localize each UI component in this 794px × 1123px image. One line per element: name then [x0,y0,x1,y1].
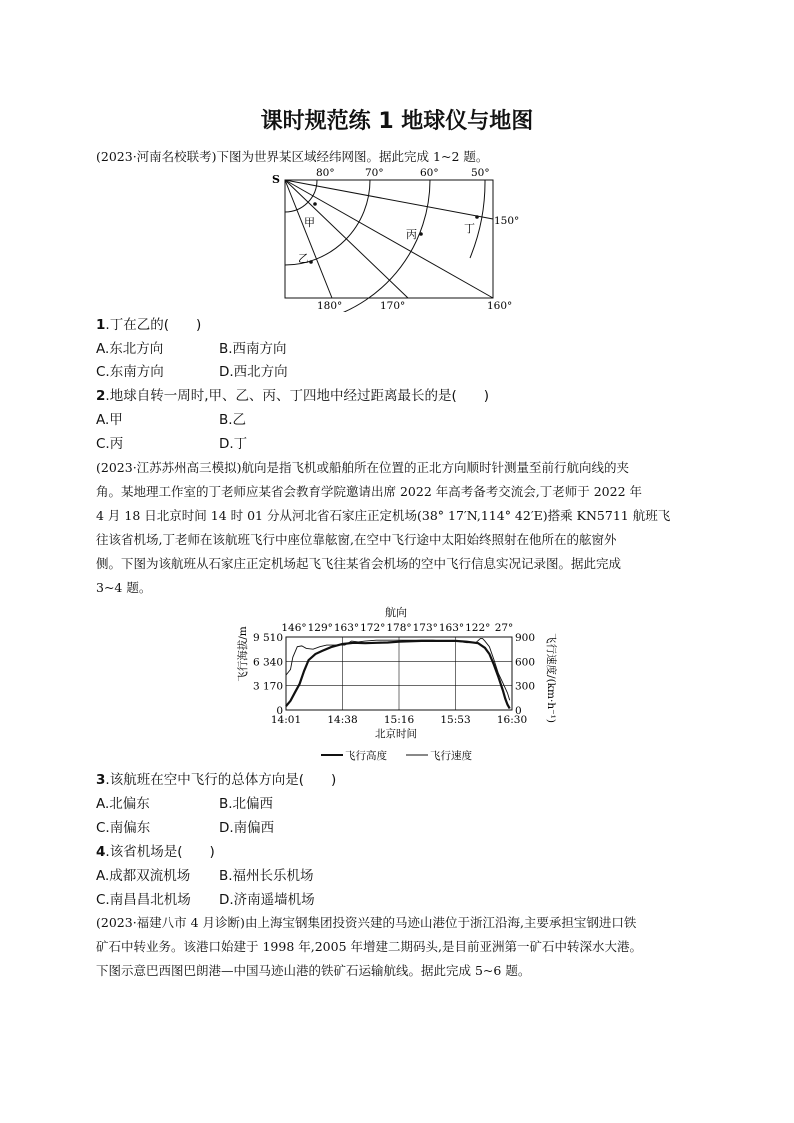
lon-label: 180° [317,300,343,312]
lat-label: 70° [365,167,384,179]
parallel-60 [325,180,430,312]
option-c[interactable]: C.东南方向 [96,364,164,380]
intro-line: 矿石中转业务。该港口始建于 1998 年,2005 年增建二期码头,是目前亚洲第一矿石中转深水大港。 [96,939,642,954]
heading-label: 178° [386,622,412,634]
question-stem: .地球自转一周时,甲、乙、丙、丁四地中经过距离最长的是( ) [105,388,490,404]
intro-line: 3~4 题。 [96,580,152,595]
point-yi-dot [309,260,313,264]
point-jia-dot [313,202,317,206]
option-c[interactable]: C.丙 [96,436,124,452]
series-altitude-line [286,641,510,709]
y-axis-left-label: 飞行海拔/m [237,626,249,682]
lon-label: 160° [487,300,513,312]
point-ding-dot [475,215,479,219]
lon-label: 150° [494,215,520,227]
intro-q1-2: (2023·河南名校联考)下图为世界某区域经纬网图。据此完成 1~2 题。 [96,149,489,164]
series-speed-line [286,639,510,701]
option-b[interactable]: B.福州长乐机场 [219,868,314,884]
question-2 [96,387,489,405]
lat-label: 80° [316,167,335,179]
question-number: 2 [96,388,106,404]
heading-label: 173° [412,622,438,634]
question-stem: .该航班在空中飞行的总体方向是( ) [105,772,337,788]
intro-line: 往该省机场,丁老师在该航班飞行中座位靠舷窗,在空中飞行途中太阳始终照射在他所在的舷窗外 [96,532,617,547]
intro-line: 侧。下图为该航班从石家庄正定机场起飞飞往某省会机场的空中飞行信息实况记录图。据此完成 [96,556,622,571]
x-tick-label: 15:16 [383,714,415,726]
question-number: 4 [96,844,106,860]
pole-label: S [272,173,280,186]
question-number: 3 [96,772,106,788]
option-b[interactable]: B.北偏西 [219,796,274,812]
meridian-180 [285,180,332,298]
heading-label: 27° [494,622,514,634]
question-4 [96,843,215,861]
x-tick-label: 14:38 [327,714,358,726]
chart-legend [321,749,472,762]
intro-line: 下图示意巴西图巴朗港—中国马迹山港的铁矿石运输航线。据此完成 5~6 题。 [96,963,531,978]
heading-label: 163° [438,622,465,634]
y-tick-left: 6 340 [252,656,283,669]
y-tick-right: 0 [515,705,522,717]
x-tick-label: 16:30 [496,714,528,726]
intro-line: 4 月 18 日北京时间 14 时 01 分从河北省石家庄正定机场(38° 17′N,114° 42′E)搭乘 KN5711 航班飞 [96,508,671,523]
option-c[interactable]: C.南偏东 [96,820,151,836]
option-d[interactable]: D.丁 [219,436,248,452]
option-d[interactable]: D.西北方向 [219,364,288,380]
point-ding-label: 丁 [464,222,475,235]
question-number: 1 [96,317,106,333]
y-tick-right: 600 [515,656,536,669]
question-3 [96,771,336,789]
option-d[interactable]: D.济南遥墙机场 [219,892,315,908]
option-c[interactable]: C.南昌昌北机场 [96,892,191,908]
option-a[interactable]: A.东北方向 [96,341,164,357]
point-yi-label: 乙 [298,252,309,265]
y-tick-right: 300 [515,680,536,693]
point-jia-label: 甲 [304,216,315,229]
question-stem: .该省机场是( ) [105,844,215,860]
question-1 [96,316,201,334]
intro-line: (2023·福建八市 4 月诊断)由上海宝钢集团投资兴建的马迹山港位于浙江沿海,主要承担宝钢进口铁 [96,915,637,930]
graticule-map [260,162,530,312]
x-tick-label: 14:01 [270,714,302,726]
y-tick-right: 900 [515,632,536,644]
intro-line: (2023·江苏苏州高三模拟)航向是指飞机或船舶所在位置的正北方向顺时针测量至前行航向线的夹 [96,460,630,475]
heading-label: 163° [333,622,360,634]
legend-altitude-label: 飞行高度 [345,750,387,762]
heading-label: 172° [360,622,386,634]
option-d[interactable]: D.南偏西 [219,820,275,836]
option-a[interactable]: A.甲 [96,412,123,428]
point-bing-dot [419,232,423,236]
flight-chart [226,604,566,764]
heading-label: 146° [281,622,307,634]
y-tick-left: 0 [276,705,283,717]
y-tick-left: 3 170 [252,680,283,693]
heading-label: 122° [465,622,491,634]
option-b[interactable]: B.乙 [219,412,247,428]
y-axis-right-label: 飞行速度/(km·h⁻¹) [545,633,557,723]
page-title: 课时规范练 1 地球仪与地图 [260,109,534,134]
chart-title: 航向 [385,606,407,619]
lat-label: 50° [471,167,490,179]
x-axis-label: 北京时间 [375,728,417,740]
y-tick-left: 9 510 [252,632,283,644]
parallel-50 [470,180,485,258]
option-a[interactable]: A.成都双流机场 [96,868,191,884]
lat-label: 60° [420,167,439,179]
heading-label: 129° [307,622,333,634]
option-a[interactable]: A.北偏东 [96,796,150,812]
lon-label: 170° [380,300,406,312]
x-tick-label: 15:53 [440,714,471,726]
legend-speed-label: 飞行速度 [430,750,472,762]
point-bing-label: 丙 [406,228,417,241]
intro-line: 角。某地理工作室的丁老师应某省会教育学院邀请出席 2022 年高考备考交流会,丁老师于 2022 年 [96,484,642,499]
option-b[interactable]: B.西南方向 [219,341,287,357]
question-stem: .丁在乙的( ) [105,317,202,333]
